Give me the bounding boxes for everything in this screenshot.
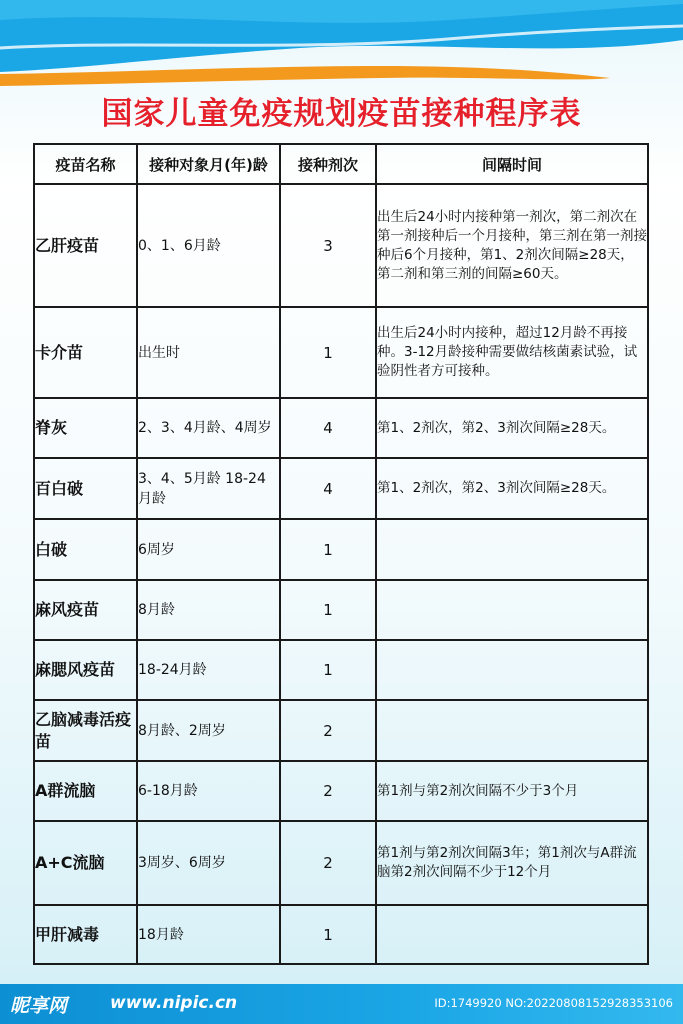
vaccination-schedule-table xyxy=(33,143,649,965)
dose-count-cell: 4 xyxy=(280,398,376,458)
interval-cell: 第1剂与第2剂次间隔不少于3个月 xyxy=(376,761,648,821)
page-title: 国家儿童免疫规划疫苗接种程序表 xyxy=(101,96,582,132)
target-age-cell: 8月龄 xyxy=(137,580,280,640)
dose-count-cell: 4 xyxy=(280,458,376,519)
target-age-cell: 出生时 xyxy=(137,307,280,398)
table-row xyxy=(34,761,648,821)
interval-cell xyxy=(376,640,648,700)
header-target-age: 接种对象月(年)龄 xyxy=(137,144,280,184)
site-url: www.nipic.cn xyxy=(110,993,238,1013)
table-row xyxy=(34,398,648,458)
table-row xyxy=(34,580,648,640)
interval-cell xyxy=(376,905,648,964)
interval-cell xyxy=(376,580,648,640)
interval-cell: 第1、2剂次，第2、3剂次间隔≥28天。 xyxy=(376,398,648,458)
table-row xyxy=(34,640,648,700)
vaccine-name-cell: 麻腮风疫苗 xyxy=(34,640,137,700)
target-age-cell: 3、4、5月龄 18-24月龄 xyxy=(137,458,280,519)
dose-count-cell: 1 xyxy=(280,307,376,398)
dose-count-cell: 1 xyxy=(280,580,376,640)
vaccine-name-cell: 甲肝减毒 xyxy=(34,905,137,964)
interval-cell: 出生后24小时内接种第一剂次，第二剂次在第一剂接种后一个月接种，第三剂在第一剂接种后6个月接种，第1、2剂次间隔≥28天，第二剂和第三剂的间隔≥60天。 xyxy=(376,184,648,307)
vaccine-name-cell: 乙脑减毒活疫苗 xyxy=(34,700,137,761)
header-interval: 间隔时间 xyxy=(376,144,648,184)
vaccine-name-cell: A群流脑 xyxy=(34,761,137,821)
site-logo: 昵享网 xyxy=(10,995,68,1017)
watermark-footer-bar xyxy=(0,984,683,1024)
target-age-cell: 18-24月龄 xyxy=(137,640,280,700)
interval-cell: 第1剂与第2剂次间隔3年；第1剂次与A群流脑第2剂次间隔不少于12个月 xyxy=(376,821,648,905)
dose-count-cell: 1 xyxy=(280,519,376,580)
vaccine-name-cell: 百白破 xyxy=(34,458,137,519)
target-age-cell: 18月龄 xyxy=(137,905,280,964)
target-age-cell: 3周岁、6周岁 xyxy=(137,821,280,905)
interval-cell: 第1、2剂次，第2、3剂次间隔≥28天。 xyxy=(376,458,648,519)
image-id-text: ID:1749920 NO:20220808152928353106 xyxy=(434,996,673,1010)
table-row xyxy=(34,458,648,519)
dose-count-cell: 1 xyxy=(280,640,376,700)
interval-cell xyxy=(376,519,648,580)
target-age-cell: 2、3、4月龄、4周岁 xyxy=(137,398,280,458)
table-row xyxy=(34,821,648,905)
interval-cell xyxy=(376,700,648,761)
dose-count-cell: 2 xyxy=(280,761,376,821)
table-row xyxy=(34,700,648,761)
target-age-cell: 0、1、6月龄 xyxy=(137,184,280,307)
table-row xyxy=(34,307,648,398)
vaccine-name-cell: A+C流脑 xyxy=(34,821,137,905)
header-dose-count: 接种剂次 xyxy=(280,144,376,184)
table-row xyxy=(34,905,648,964)
target-age-cell: 6-18月龄 xyxy=(137,761,280,821)
target-age-cell: 8月龄、2周岁 xyxy=(137,700,280,761)
interval-cell: 出生后24小时内接种，超过12月龄不再接种。3-12月龄接种需要做结核菌素试验，试验阴性者方可接种。 xyxy=(376,307,648,398)
vaccine-name-cell: 卡介苗 xyxy=(34,307,137,398)
table-header-row xyxy=(34,144,648,184)
vaccine-name-cell: 麻风疫苗 xyxy=(34,580,137,640)
vaccine-name-cell: 脊灰 xyxy=(34,398,137,458)
header-vaccine-name: 疫苗名称 xyxy=(34,144,137,184)
table-row xyxy=(34,184,648,307)
dose-count-cell: 1 xyxy=(280,905,376,964)
dose-count-cell: 2 xyxy=(280,821,376,905)
dose-count-cell: 3 xyxy=(280,184,376,307)
table-row xyxy=(34,519,648,580)
vaccine-name-cell: 乙肝疫苗 xyxy=(34,184,137,307)
target-age-cell: 6周岁 xyxy=(137,519,280,580)
dose-count-cell: 2 xyxy=(280,700,376,761)
vaccine-name-cell: 白破 xyxy=(34,519,137,580)
